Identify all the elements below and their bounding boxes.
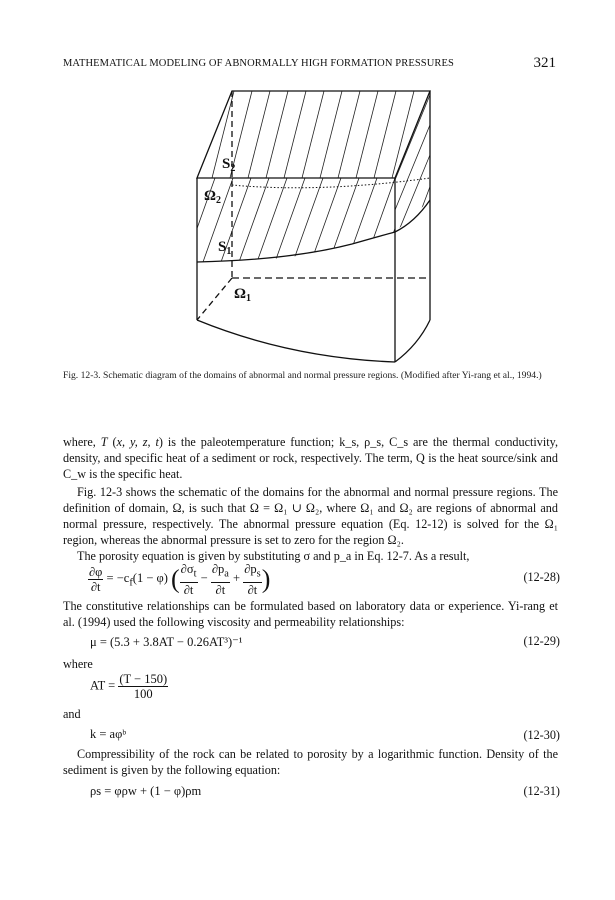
equation-number-12-30: (12-30) bbox=[523, 728, 560, 742]
equation-at: AT = $\frac{(T - 150)}{100}$ bbox=[90, 672, 168, 701]
equation-12-30: k = aφᵇ bbox=[90, 727, 127, 741]
equation-12-29: μ = (5.3 + 3.8AT − 0.26AT³)⁻¹ bbox=[90, 635, 243, 649]
equation-12-31: ρs = φρw + (1 − φ)ρm bbox=[90, 784, 202, 798]
paragraph-where: where, T (x, y, z, t) is the paleotemperature function; k_s, ρ_s, C_s are the thermal conductivity, density, and specific heat of a sediment or rock, respectively. The term, Q is the heat source/sink and C_w is the specific heat. bbox=[63, 435, 559, 481]
paragraph-constitutive: The constitutive relationships can be formulated based on laboratory data or experience. Yi-rang et al. (1994) used the following viscosity and permeability relationships: bbox=[63, 599, 558, 629]
label-where: where bbox=[63, 657, 93, 671]
equation-number-12-29: (12-29) bbox=[523, 634, 560, 648]
figure-caption: Fig. 12-3. Schematic diagram of the domains of abnormal and normal pressure regions. (Modified after Yi-rang et al., 1994.) bbox=[63, 370, 542, 381]
label-s2: $S_2$ bbox=[222, 156, 236, 174]
paragraph-porosity: The porosity equation is given by substituting σ and p_a in Eq. 12-7. As a result, bbox=[77, 549, 470, 563]
paragraph-figure-description: Fig. 12-3 shows the schematic of the domains for the abnormal and normal pressure regions. The definition of domain, Ω, is such that Ω = Ω₁ ∪ Ω₂, where Ω₁ and Ω₂ are regions of abnormal and normal pressure, respectively. The abnormal pressure equation (Eq. 12-12) is solved for the Ω₁ region, whereas the abnormal pressure is set to zero for the region Ω₂. bbox=[63, 485, 558, 547]
running-head: MATHEMATICAL MODELING OF ABNORMALLY HIGH FORMATION PRESSURES bbox=[63, 58, 454, 69]
label-s1: $S_1$ bbox=[218, 239, 232, 257]
equation-number-12-31: (12-31) bbox=[523, 784, 560, 798]
equation-12-28: $\frac{\partial\varphi}{\partial t}$ = $-c_f(1 - \varphi)$ ( $\frac{\partial\sigma_t}{\partial t}$ − $\frac{\partial p_a}{\partial t}$ + $\frac{\partial p_s}{\partial t}$ ) bbox=[89, 562, 271, 597]
label-omega2: $\Omega_2$ bbox=[204, 188, 222, 206]
side-face-hatching bbox=[395, 90, 440, 240]
label-and: and bbox=[63, 707, 81, 721]
paragraph-compressibility: Compressibility of the rock can be related to porosity by a logarithmic function. Density of the sediment is given by the following equation: bbox=[63, 747, 558, 777]
domain-schematic-figure bbox=[0, 0, 615, 370]
top-face-hatching bbox=[212, 91, 432, 178]
label-omega1: $\Omega_1$ bbox=[234, 286, 252, 304]
equation-number-12-28: (12-28) bbox=[523, 570, 560, 584]
page-number: 321 bbox=[533, 55, 556, 71]
